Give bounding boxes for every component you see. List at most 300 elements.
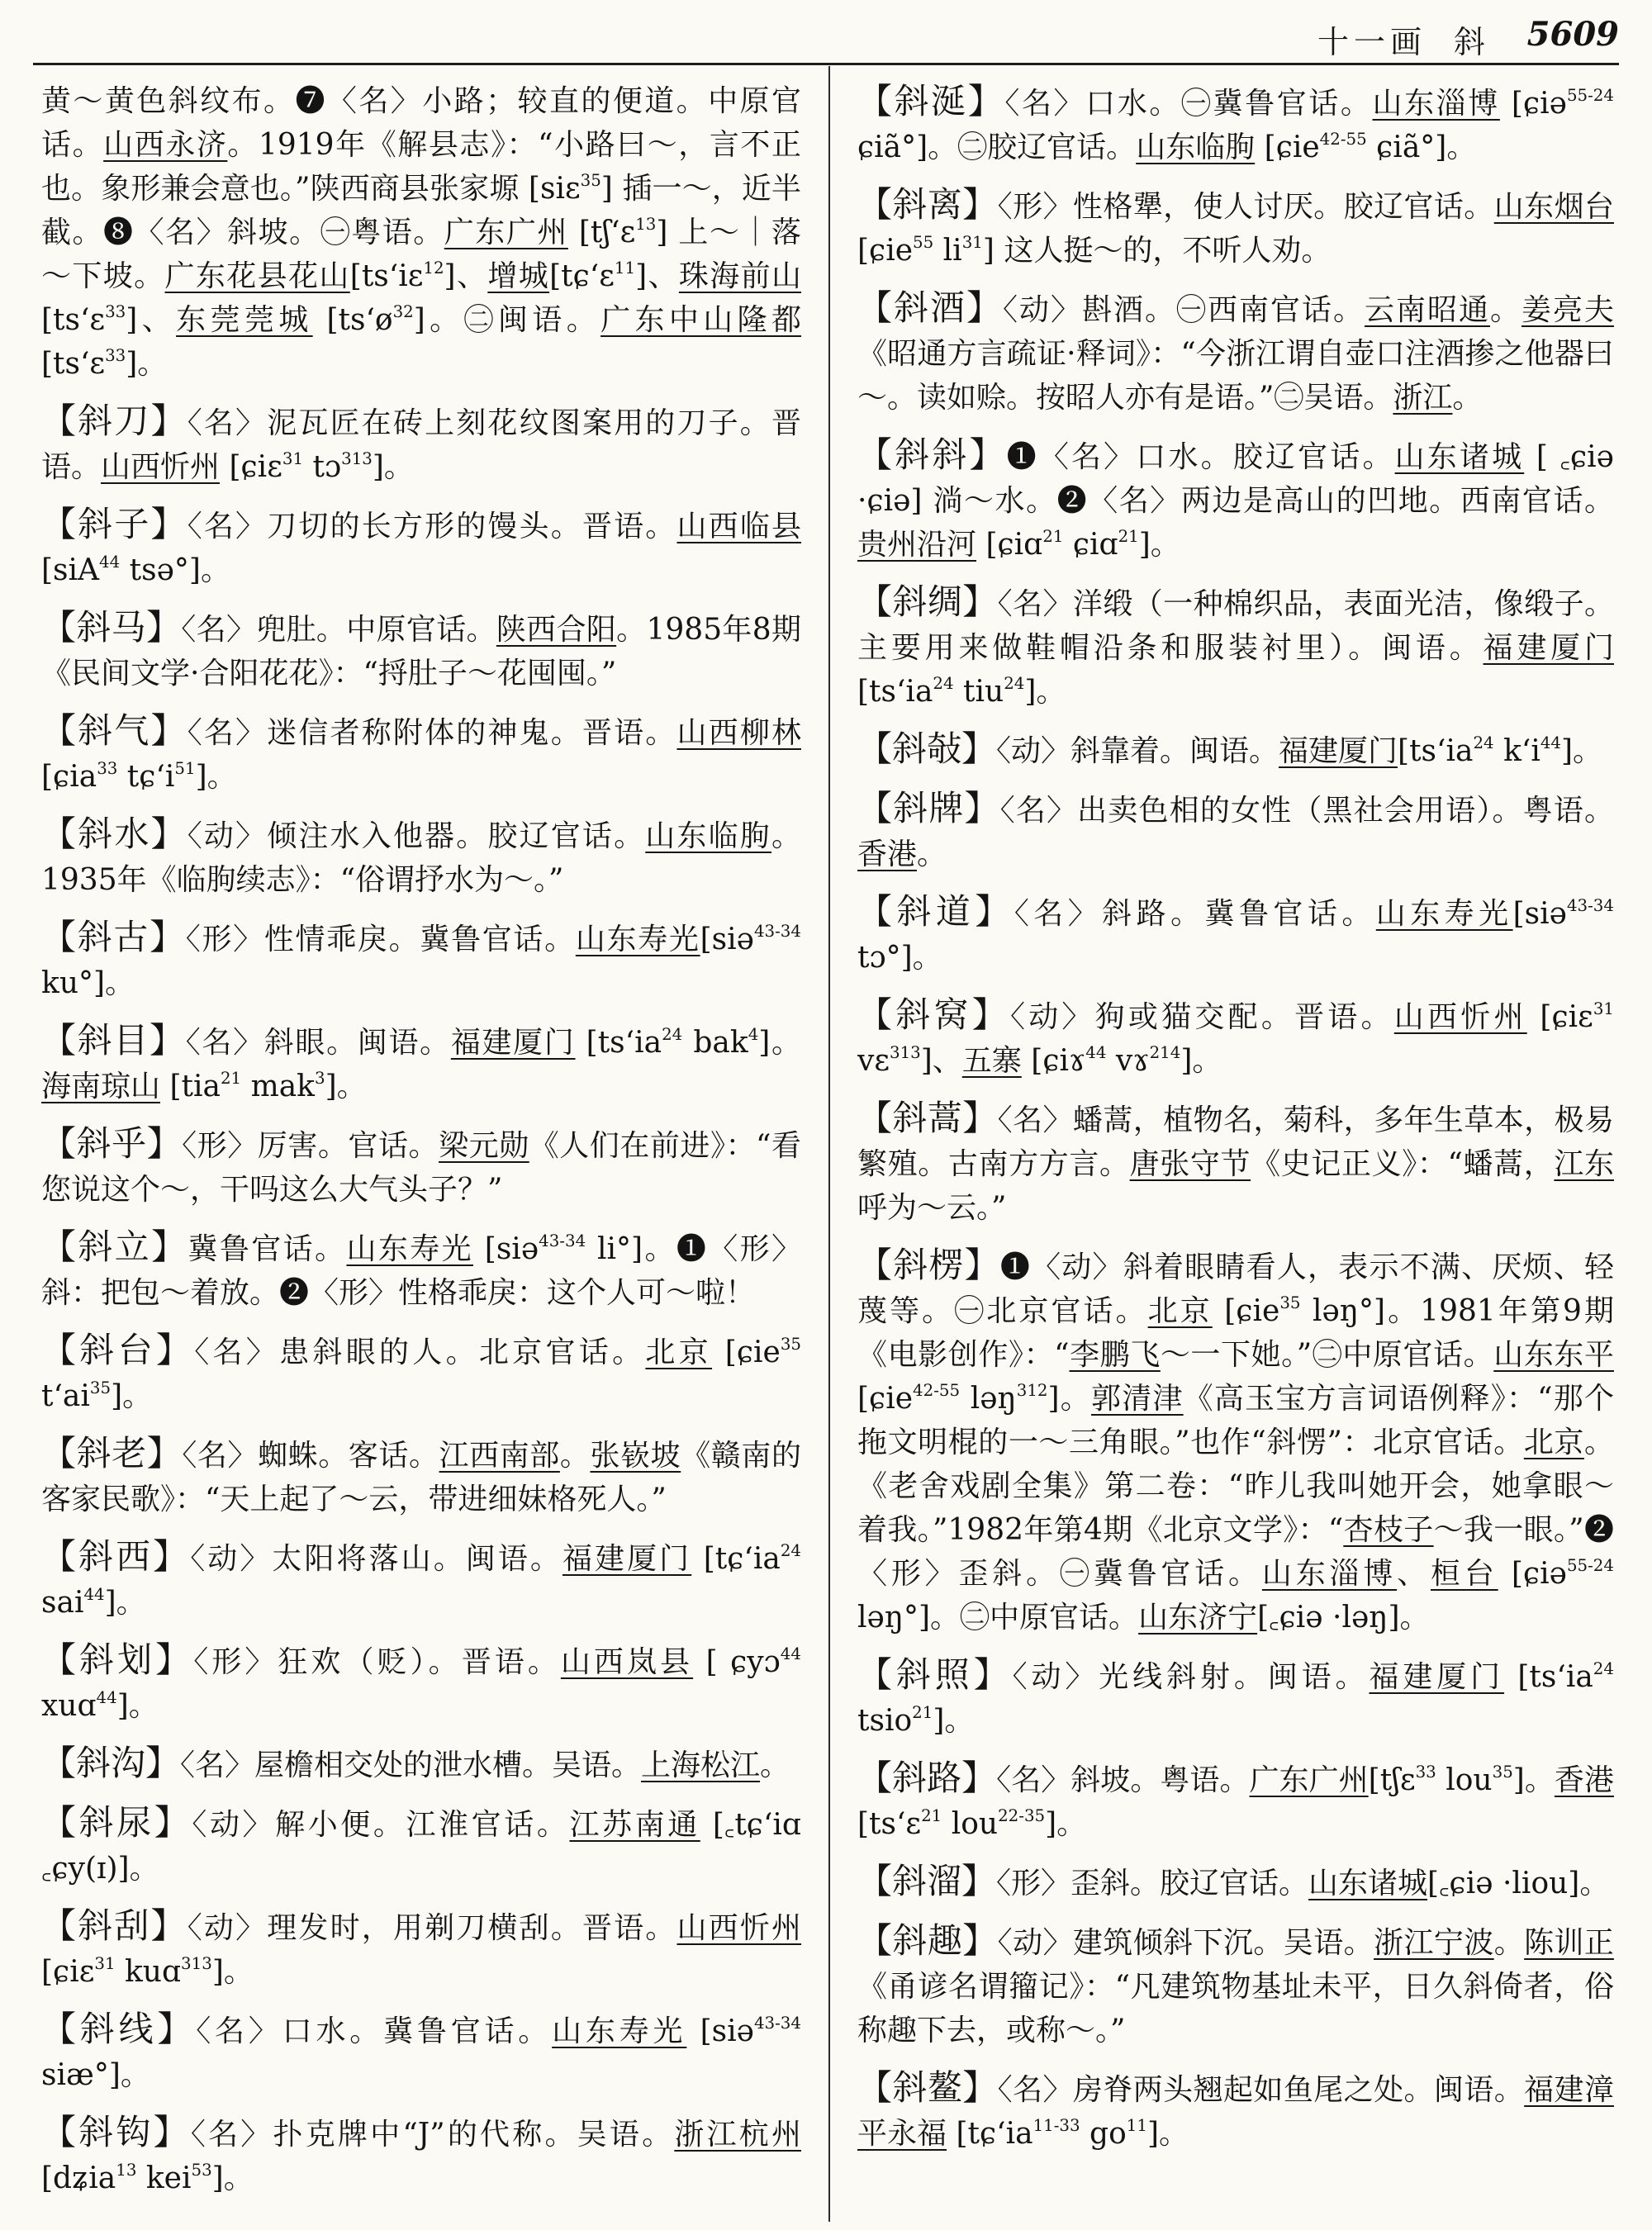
entry-text: [ts‘iε xyxy=(349,259,424,293)
tone-number: 55-24 xyxy=(1566,86,1614,106)
entry-text: 〈形〉性情乖戾。冀鲁官话。 xyxy=(185,923,576,956)
column-divider xyxy=(828,66,830,2222)
place-name: 增城 xyxy=(487,259,550,293)
entry-text: ]。 xyxy=(1561,734,1603,768)
headword: 【斜刮】 xyxy=(41,1905,188,1946)
tone-number: 313 xyxy=(890,1043,921,1063)
place-name: 江东 xyxy=(1554,1147,1614,1181)
entry-text: ]。 xyxy=(1045,1807,1087,1841)
entry-text: ɕiã°]。 xyxy=(1366,130,1477,164)
dictionary-entry xyxy=(857,1653,1614,1743)
tone-number: 42-55 xyxy=(1319,130,1367,149)
place-name: 桓台 xyxy=(1431,1557,1498,1591)
tone-number: 44 xyxy=(1085,1043,1107,1063)
place-name: 山西忻州 xyxy=(676,1911,801,1945)
entry-text: ]。 xyxy=(325,1070,367,1103)
entry-text: [ɕiə xyxy=(1499,87,1567,121)
tone-number: 44 xyxy=(1540,733,1562,753)
entry-text: 〈名〉迷信者称附体的神鬼。晋语。 xyxy=(187,716,677,750)
entry-text: [ɕiε xyxy=(220,450,282,484)
place-name: 山东寿光 xyxy=(552,2014,687,2048)
place-name: 香港 xyxy=(1554,1763,1614,1797)
place-name: 山东济宁 xyxy=(1138,1601,1258,1635)
tone-number: 44 xyxy=(780,1644,801,1664)
place-name: 山东淄博 xyxy=(1372,87,1500,121)
headword: 【斜鳌】 xyxy=(857,2067,998,2108)
entry-text: [tia xyxy=(160,1070,221,1103)
entry-text: tɔ°]。 xyxy=(857,941,942,975)
place-name: 山东寿光 xyxy=(575,923,700,956)
tone-number: 43-34 xyxy=(753,2014,801,2033)
place-name: 福建漳平永福 xyxy=(857,2073,1614,2151)
place-name: 山东临朐 xyxy=(1136,130,1256,164)
entry-text: 〈名〉泥瓦匠在砖上刻花纹图案用的刀子。晋语。 xyxy=(41,406,801,484)
page-header xyxy=(33,10,1619,59)
left-column xyxy=(41,79,801,2218)
place-name: 姜亮夫 xyxy=(1521,293,1614,327)
entry-text: k‘i xyxy=(1493,734,1540,768)
place-name: 梁元勋 xyxy=(439,1129,529,1163)
entry-text: [ɕie xyxy=(712,1336,781,1369)
entry-text: 〈动〉斟酒。㊀西南官话。 xyxy=(1003,293,1365,327)
entry-text: 〈动〉光线斜射。闽语。 xyxy=(1012,1660,1370,1694)
entry-text: 。 xyxy=(559,1439,591,1473)
place-name: 广东广州 xyxy=(444,216,568,249)
entry-text: ɕiã°]。㊁胶辽官话。 xyxy=(857,130,1137,164)
headword: 【斜牌】 xyxy=(857,788,1000,828)
entry-text: 〈名〉斜路。冀鲁官话。 xyxy=(1014,897,1376,931)
entry-text: 〈名〉出卖色相的女性（黑社会用语）。粤语。 xyxy=(999,794,1614,828)
entry-text: 《高玉宝方言词语例释》：“那个拖文明棍的一～三角眼。”也作“斜愣”：北京官话。 xyxy=(857,1382,1614,1459)
entry-text: [ɕiε xyxy=(41,1955,95,1989)
place-name: 五寨 xyxy=(961,1044,1022,1078)
tone-number: 312 xyxy=(1016,1381,1048,1401)
place-name: 陕西合阳 xyxy=(496,613,617,647)
tone-number: 214 xyxy=(1149,1043,1181,1063)
dictionary-entry xyxy=(41,1741,801,1787)
place-name: 山西岚县 xyxy=(560,1645,694,1679)
entry-text: 〈名〉屋檐相交处的泄水槽。吴语。 xyxy=(180,1748,642,1782)
tone-number: 11 xyxy=(614,259,636,278)
entry-text: tɕ‘i xyxy=(117,760,175,794)
place-name: 福建厦门 xyxy=(1369,1660,1505,1694)
entry-text: 〈名〉斜眼。闽语。 xyxy=(185,1026,451,1060)
place-name: 郭清津 xyxy=(1090,1382,1184,1416)
tone-number: 4 xyxy=(748,1025,759,1045)
tone-number: 33 xyxy=(1415,1763,1436,1782)
entry-text: lou xyxy=(1436,1763,1493,1797)
entry-text: 。 xyxy=(917,837,947,871)
place-name: 山东诸城 xyxy=(1394,440,1525,474)
dictionary-entry xyxy=(41,2007,801,2097)
entry-text: [꜀ɕiə ·liou]。 xyxy=(1427,1867,1610,1900)
dictionary-entry xyxy=(41,1638,801,1728)
place-name: 山东临朐 xyxy=(645,819,771,853)
dictionary-entry xyxy=(857,786,1614,876)
header-char: 斜 xyxy=(1454,24,1486,60)
entry-text: [ɕiə xyxy=(1498,1557,1567,1591)
place-name: 珠海前山 xyxy=(678,259,801,293)
tone-number: 43-34 xyxy=(1566,896,1614,916)
entry-text: [tɕ‘ε xyxy=(549,259,615,293)
entry-text: [ɕie xyxy=(857,1382,914,1416)
entry-text: [ɕia xyxy=(41,760,97,794)
tone-number: 35 xyxy=(1279,1293,1301,1313)
entry-text: 〈名〉洋缎（一种棉织品，表面光洁，像缎子。主要用来做鞋帽沿条和服装衬里）。闽语。 xyxy=(857,587,1614,665)
entry-text: 〈名〉蜘蛛。客话。 xyxy=(182,1439,439,1473)
place-name: 海南琼山 xyxy=(41,1070,161,1103)
entry-text: [ts‘ia xyxy=(1398,734,1474,768)
headword: 【斜划】 xyxy=(41,1639,194,1680)
place-name: 山东东平 xyxy=(1493,1338,1614,1372)
dictionary-entry xyxy=(41,605,801,695)
entry-text: 〈形〉性格犟，使人讨厌。胶辽官话。 xyxy=(997,190,1494,224)
entry-text: 〈动〉斜靠着。闽语。 xyxy=(996,734,1279,768)
entry-text: go xyxy=(1080,2117,1127,2151)
dictionary-entry xyxy=(857,433,1614,567)
entry-text: tsio xyxy=(857,1704,913,1738)
entry-text: [tʃ‘ε xyxy=(567,216,636,249)
tone-number: 51 xyxy=(174,759,196,779)
tone-number: 24 xyxy=(780,1541,801,1561)
entry-text: 黄～黄色斜纹布。❼〈名〉小路；较直的便道。中原官话。 xyxy=(41,84,801,162)
entry-text: [siə xyxy=(686,2014,754,2048)
place-name: 山西柳林 xyxy=(676,716,801,750)
entry-text: [siə xyxy=(472,1232,539,1266)
tone-number: 21 xyxy=(912,1703,933,1723)
tone-number: 313 xyxy=(341,449,373,469)
entry-text: ]。 xyxy=(1047,1382,1091,1416)
dictionary-entry xyxy=(857,183,1614,273)
header-rule xyxy=(33,63,1619,65)
tone-number: 12 xyxy=(423,259,444,278)
tone-number: 13 xyxy=(116,2161,137,2180)
place-name: 山西忻州 xyxy=(1393,1000,1527,1034)
headword: 【斜趣】 xyxy=(857,1920,998,1961)
tone-number: 21 xyxy=(1118,527,1139,547)
page-number: 5609 xyxy=(1526,15,1619,54)
entry-text: ]。 xyxy=(933,1704,975,1738)
dictionary-entry xyxy=(41,1018,801,1108)
entry-text: ləŋ°]。㊁中原官话。 xyxy=(857,1601,1139,1635)
entry-text: ]。㊁闽语。 xyxy=(413,303,601,337)
entry-text: ]。 xyxy=(1180,1044,1222,1078)
headword: 【斜蒿】 xyxy=(857,1098,998,1138)
entry-text: ]。 xyxy=(195,760,237,794)
entry-text: ku°]。 xyxy=(41,966,135,1000)
entry-text: 、 xyxy=(1397,1557,1431,1591)
entry-text: 〈动〉狗或猫交配。晋语。 xyxy=(1009,1000,1394,1034)
entry-text: ]。 xyxy=(211,2161,254,2195)
place-name: 云南昭通 xyxy=(1364,293,1490,327)
entry-text: ]。 xyxy=(116,1689,159,1723)
entry-text: [tɕ‘ia xyxy=(691,1542,781,1576)
entry-text: 〈动〉建筑倾斜下沉。吴语。 xyxy=(997,1926,1374,1960)
headword: 【斜楞】 xyxy=(857,1245,1000,1285)
dictionary-entry xyxy=(41,1431,801,1521)
place-name: 贵州沿河 xyxy=(857,528,977,562)
entry-text: ləŋ°]。1981年第9期《电影创作》：“ xyxy=(857,1294,1614,1372)
entry-text: [siə xyxy=(700,923,754,956)
entry-text: [ts‘ø xyxy=(312,303,393,337)
entry-text: lou xyxy=(942,1807,999,1841)
tone-number: 24 xyxy=(1473,733,1494,753)
dictionary-entry xyxy=(857,2066,1614,2156)
tone-number: 44 xyxy=(96,1688,117,1708)
headword: 【斜气】 xyxy=(41,710,188,751)
headword: 【斜绸】 xyxy=(857,581,998,622)
entry-text: vɤ xyxy=(1106,1044,1150,1078)
entry-text: 〈动〉倾注水入他器。胶辽官话。 xyxy=(187,819,646,853)
entry-text: sai xyxy=(41,1586,84,1620)
tone-number: 33 xyxy=(105,346,126,366)
entry-text: [siə xyxy=(1512,897,1567,931)
entry-text: 。 xyxy=(760,1748,790,1782)
entry-text: 《赣南的客家民歌》：“天上起了～云，带进细妹格死人。” xyxy=(41,1439,801,1516)
headword: 【斜尿】 xyxy=(41,1802,192,1843)
tone-number: 35 xyxy=(89,1378,112,1398)
entry-text: ]、 xyxy=(444,259,488,293)
tone-number: 13 xyxy=(635,215,657,235)
entry-text: 〈动〉理发时，用剃刀横刮。晋语。 xyxy=(187,1911,677,1945)
entry-text: ]、 xyxy=(920,1044,962,1078)
place-name: 香港 xyxy=(857,837,918,871)
headword: 【斜沟】 xyxy=(41,1743,181,1783)
headword: 【斜目】 xyxy=(41,1020,186,1060)
dictionary-entry xyxy=(857,890,1614,980)
headword: 【斜敧】 xyxy=(857,728,997,769)
tone-number: 24 xyxy=(933,674,954,694)
entry-text: 〈名〉蟠蒿，植物名，菊科，多年生草本，极易繁殖。古南方方言。 xyxy=(857,1103,1614,1181)
dictionary-entry xyxy=(41,1904,801,1994)
entry-text: [ts‘ε xyxy=(41,303,106,337)
entry-text: [ɕie xyxy=(1212,1294,1280,1328)
entry-text: 呼为～云。” xyxy=(857,1191,1007,1225)
entry-text: ]。 xyxy=(111,1379,153,1413)
entry-text: [ɕiɤ xyxy=(1021,1044,1086,1078)
tone-number: 43-34 xyxy=(753,922,801,942)
tone-number: 31 xyxy=(282,449,304,469)
entry-text: ]。 xyxy=(1512,1763,1555,1797)
tone-number: 24 xyxy=(1593,1659,1614,1679)
place-name: 浙江杭州 xyxy=(674,2118,801,2152)
entry-text: [siA xyxy=(41,553,100,587)
entry-text: 。 xyxy=(1452,381,1483,415)
entry-text: [ɕiε xyxy=(1526,1000,1593,1034)
entry-text: [ ꜀ɕiə ·ɕiə] 淌～水。❷〈名〉两边是高山的凹地。西南官话。 xyxy=(857,440,1614,518)
header-section: 十一画 xyxy=(1317,24,1427,60)
entry-text: ]。 xyxy=(126,347,168,381)
place-name: 广东广州 xyxy=(1249,1763,1369,1797)
entry-text: ❶〈动〉斜着眼睛看人，表示不满、厌烦、轻蔑等。㊀北京官话。 xyxy=(857,1250,1614,1328)
dictionary-entry xyxy=(41,399,801,489)
place-name: 陈训正 xyxy=(1524,1926,1614,1960)
entry-text: [ɕie xyxy=(857,234,914,268)
entry-text: kei xyxy=(136,2161,192,2195)
headword: 【斜离】 xyxy=(857,184,998,225)
entry-text: ]、 xyxy=(635,259,679,293)
place-name: 山西忻州 xyxy=(101,450,221,484)
entry-text: xuɑ xyxy=(41,1689,97,1723)
entry-text: 《人们在前进》：“看您说这个～，干吗这么大气头子？” xyxy=(41,1129,801,1207)
place-name: 山东寿光 xyxy=(1375,897,1513,931)
dictionary-entry xyxy=(41,1328,801,1418)
entry-text: 。 xyxy=(1489,293,1521,327)
headword: 【斜西】 xyxy=(41,1536,191,1577)
entry-text: ]。 xyxy=(372,450,414,484)
dictionary-entry xyxy=(41,1801,801,1891)
headword: 【斜道】 xyxy=(857,891,1014,932)
tone-number: 21 xyxy=(921,1806,942,1826)
tone-number: 21 xyxy=(1042,527,1064,547)
tone-number: 43-34 xyxy=(539,1231,586,1251)
dictionary-entry xyxy=(857,1919,1614,2052)
tone-number: 33 xyxy=(105,302,126,322)
entry-text: 。1985年8期《民间文学·合阳花花》：“捋肚子～花囤囤。” xyxy=(41,613,801,690)
headword: 【斜古】 xyxy=(41,917,186,957)
place-name: 山西永济 xyxy=(103,128,228,162)
entry-text: 〈名〉刀切的长方形的馒头。晋语。 xyxy=(187,510,677,543)
place-name: 江西南部 xyxy=(439,1439,560,1473)
dictionary-entry xyxy=(857,993,1614,1083)
entry-text: [ts‘ε xyxy=(857,1807,922,1841)
dictionary-entry xyxy=(857,1756,1614,1846)
entry-text: 〈形〉歪斜。胶辽官话。 xyxy=(996,1867,1309,1900)
place-name: 李鹏飞 xyxy=(1069,1338,1161,1372)
entry-text: 〈名〉兜肚。中原官话。 xyxy=(181,613,496,647)
dictionary-entry xyxy=(41,502,801,592)
entry-text: [ts‘ia xyxy=(1504,1660,1593,1694)
dictionary-entry xyxy=(41,1122,801,1212)
place-name: 唐张守节 xyxy=(1129,1147,1251,1181)
place-name: 山东寿光 xyxy=(346,1232,473,1266)
dictionary-entry xyxy=(857,1096,1614,1230)
tone-number: 55 xyxy=(913,233,934,253)
entry-text: [tʃε xyxy=(1368,1763,1416,1797)
entry-text: ləŋ xyxy=(960,1382,1017,1416)
headword: 【斜照】 xyxy=(857,1654,1013,1695)
entry-text: ] 上～｜落～下坡。 xyxy=(41,216,801,293)
entry-text: vε xyxy=(857,1044,890,1078)
place-name: 北京 xyxy=(1523,1426,1584,1459)
entry-continuation xyxy=(41,79,801,386)
entry-text: 〈名〉患斜眼的人。北京官话。 xyxy=(194,1336,646,1369)
entry-text: [ɕie xyxy=(1255,130,1320,164)
entry-text: siæ°]。 xyxy=(41,2058,150,2092)
entry-text: ] 插一～，近半截。❽〈名〉斜坡。㊀粤语。 xyxy=(41,172,801,249)
tone-number: 24 xyxy=(1004,674,1025,694)
entry-text: t‘ai xyxy=(41,1379,90,1413)
entry-text: 。1935年《临朐续志》：“俗谓抒水为～。” xyxy=(41,819,801,897)
headword: 【斜老】 xyxy=(41,1433,183,1473)
entry-text: 〈名〉斜坡。粤语。 xyxy=(996,1763,1250,1797)
tone-number: 313 xyxy=(181,1954,212,1974)
tone-number: 31 xyxy=(1593,999,1614,1019)
place-name: 张嵚坡 xyxy=(590,1439,681,1473)
headword: 【斜马】 xyxy=(41,607,182,648)
tone-number: 22-35 xyxy=(998,1806,1046,1826)
place-name: 上海松江 xyxy=(641,1748,761,1782)
entry-text: 〈动〉解小便。江淮官话。 xyxy=(192,1808,570,1842)
headword: 【斜台】 xyxy=(41,1330,195,1370)
entry-text: mak xyxy=(241,1070,315,1103)
place-name: 福建厦门 xyxy=(1279,734,1398,768)
place-name: 北京 xyxy=(1147,1294,1213,1328)
entry-text: 〈名〉扑克牌中“J”的代称。吴语。 xyxy=(190,2118,675,2152)
entry-text: 〈名〉房脊两头翘起如鱼尾之处。闽语。 xyxy=(997,2073,1525,2107)
dictionary-entry xyxy=(41,915,801,1005)
right-column xyxy=(857,79,1614,2218)
dictionary-entry xyxy=(857,727,1614,773)
entry-text: ɕiɑ xyxy=(1063,528,1118,562)
tone-number: 44 xyxy=(83,1585,105,1605)
dictionary-entry xyxy=(857,1243,1614,1639)
entry-text: ]。 xyxy=(758,1026,801,1060)
tone-number: 35 xyxy=(780,1335,801,1355)
entry-text: [꜀tɕ‘iɑ ꜀ɕy(ɪ)]。 xyxy=(41,1808,801,1886)
entry-text: ～我一眼。”❷〈形〉歪斜。㊀冀鲁官话。 xyxy=(857,1513,1614,1591)
headword: 【斜水】 xyxy=(41,814,188,854)
entry-text: [ts‘ia xyxy=(575,1026,662,1060)
tone-number: 42-55 xyxy=(913,1381,961,1401)
place-name: 广东中山隆都 xyxy=(601,303,801,337)
headword: 【斜酒】 xyxy=(857,287,1003,328)
headword: 【斜乎】 xyxy=(41,1123,183,1164)
place-name: 北京 xyxy=(645,1336,713,1369)
entry-text: ]。 xyxy=(104,1586,146,1620)
entry-text: ]。 xyxy=(1146,2117,1189,2151)
tone-number: 35 xyxy=(580,171,601,191)
place-name: 东莞莞城 xyxy=(176,303,313,337)
place-name: 杏枝子 xyxy=(1343,1513,1434,1547)
headword: 【斜子】 xyxy=(41,504,188,544)
place-name: 山西临县 xyxy=(676,510,801,543)
place-name: 山东淄博 xyxy=(1261,1557,1398,1591)
dictionary-entry xyxy=(41,709,801,799)
entry-text: ]。 xyxy=(1138,528,1180,562)
entry-text: ～一下她。”㊁中原官话。 xyxy=(1160,1338,1494,1372)
entry-text: 冀鲁官话。 xyxy=(188,1232,347,1266)
tone-number: 31 xyxy=(961,233,983,253)
headword: 【斜线】 xyxy=(41,2009,197,2049)
tone-number: 53 xyxy=(191,2161,212,2180)
entry-text: tiu xyxy=(953,675,1004,709)
entry-text: [꜀ɕiə ·ləŋ]。 xyxy=(1257,1601,1430,1635)
entry-text: tsə°]。 xyxy=(120,553,230,587)
entry-text: [ ɕyɔ xyxy=(693,1645,781,1679)
headword: 【斜立】 xyxy=(41,1226,188,1267)
place-name: 浙江 xyxy=(1393,381,1453,415)
place-name: 江苏南通 xyxy=(569,1808,700,1842)
entry-text: [tɕ‘ia xyxy=(947,2117,1033,2151)
dictionary-entry xyxy=(41,812,801,902)
entry-text: 〈形〉狂欢（贬）。晋语。 xyxy=(193,1645,561,1679)
place-name: 广东花县花山 xyxy=(164,259,350,293)
entry-text: [dʑia xyxy=(41,2161,116,2195)
entry-text: 。1919年《解县志》：“小路曰～，言不正也。象形兼会意也。”陕西商县张家塬 [siε xyxy=(41,128,801,206)
place-name: 山东诸城 xyxy=(1308,1867,1428,1900)
entry-text: tɔ xyxy=(303,450,342,484)
dictionary-entry xyxy=(857,286,1614,420)
entry-text: bak xyxy=(682,1026,748,1060)
entry-text: ]、 xyxy=(126,303,177,337)
tone-number: 44 xyxy=(99,553,121,572)
dictionary-entry xyxy=(857,79,1614,169)
entry-text: 〈动〉太阳将落山。闽语。 xyxy=(190,1542,563,1576)
entry-text: 《甬谚名谓籀记》：“凡建筑物基址未平，日久斜倚者，俗称趣下去，或称～。” xyxy=(857,1970,1614,2047)
dictionary-entry xyxy=(857,580,1614,714)
entry-text: 〈形〉厉害。官话。 xyxy=(182,1129,439,1163)
